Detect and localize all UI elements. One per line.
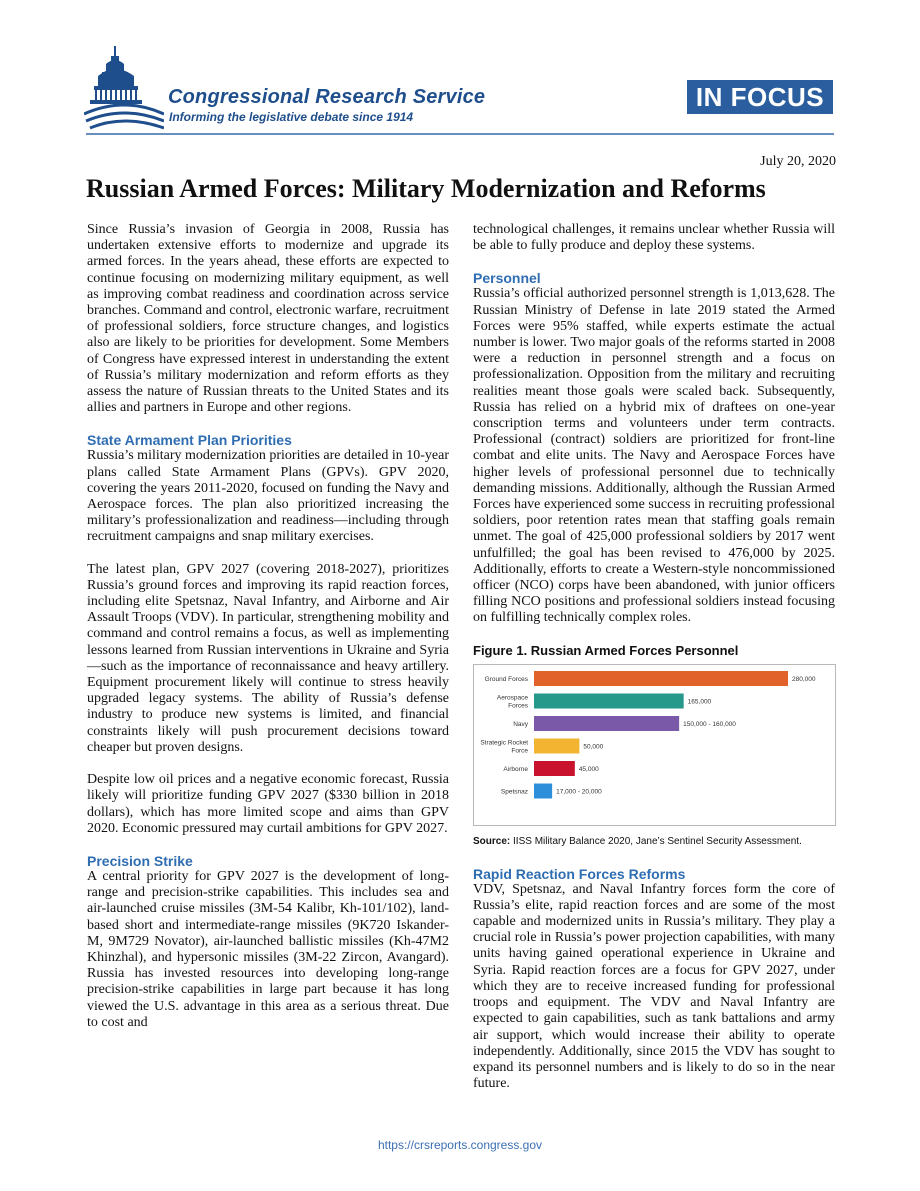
category-label-strategic-rocket-force: Strategic Rocket Force — [480, 739, 528, 755]
section-heading-precision: Precision Strike — [87, 852, 193, 869]
right-column — [473, 222, 835, 1108]
section-heading-personnel: Personnel — [473, 270, 541, 287]
value-label-aerospace-forces: 165,000 — [687, 697, 712, 705]
publication-date: July 20, 2020 — [760, 154, 836, 169]
section-heading-rapid: Rapid Reaction Forces Reforms — [473, 865, 686, 882]
personnel-paragraph: Russia’s official authorized personnel strength is 1,013,628. The Russian Ministry of Defense in late 2019 stated the Armed Forces were 95% staffed, while experts estimate the actual number is lower. Two major goals of the reforms started in 2008 were a reduction in personnel strength and a focus on professionalization. Opposition from the military and recruiting realities meant those goals were scaled back. Subsequently, Russia has relied on a hybrid mix of draftees on one-year conscription terms and volunteers under term contracts. Professional (contract) soldiers are prioritized for front-line combat and elite units. The Navy and Aerospace Forces have higher levels of professional personnel due to technically demanding missions. Additionally, although the Russian Armed Forces have experienced some success in recruiting professional soldiers, poor retention rates mean that staffing goals remain unmet. The goal of 425,000 professional soldiers by 2017 went unfulfilled; the goal has been revised to 476,000 by 2025. Additionally, efforts to create a Western-style noncommissioned officer (NCO) corps have been abandoned, with junior officers filling NCO positions and professional soldiers instead focusing on fulfilling technically complex roles. — [473, 286, 835, 626]
page-title: Russian Armed Forces: Military Modernization and Reforms — [86, 174, 766, 203]
source-text: IISS Military Balance 2020, Jane’s Sentinel Security Assessment. — [513, 835, 802, 847]
section-heading-gpv: State Armament Plan Priorities — [87, 432, 292, 449]
value-label-airborne: 45,000 — [578, 765, 599, 773]
footer-url[interactable]: https://crsreports.congress.gov — [377, 1138, 543, 1152]
source-label: Source: — [473, 835, 511, 847]
category-label-spetsnaz: Spetsnaz — [500, 787, 528, 795]
header-rule — [86, 133, 834, 135]
value-label-spetsnaz: 17,000 - 20,000 — [556, 787, 602, 795]
bar-ground-forces — [534, 671, 788, 686]
bar-navy — [534, 716, 679, 731]
brand-tagline: Informing the legislative debate since 1914 — [169, 110, 414, 124]
bar-aerospace-forces — [534, 693, 684, 708]
value-label-strategic-rocket-force: 50,000 — [583, 742, 604, 750]
value-label-ground-forces: 280,000 — [792, 675, 816, 683]
figure-title: Figure 1. Russian Armed Forces Personnel — [473, 642, 739, 658]
in-focus-badge: IN FOCUS — [687, 80, 833, 114]
rapid-paragraph: VDV, Spetsnaz, and Naval Infantry forces form the core of Russia’s elite, rapid reaction forces and are some of the most capable and modernized units in Russia’s military. They play a crucial role in Russia’s power projection capabilities, with many units having gained operational experience in Ukraine and Syria. Rapid reaction forces are a focus for GPV 2027, under which they are to receive increased funding for professional troops and equipment. The VDV and Naval Infantry are expected to gain capabilities, such as tank battalions and army air support, which would increase their ability to operate independently. Additionally, since 2015 the VDV has sought to expand its personnel numbers and is likely to do so in the near future. — [473, 881, 835, 1092]
crs-logo — [84, 42, 164, 137]
gpv-paragraph-2: The latest plan, GPV 2027 (covering 2018-2027), prioritizes Russia’s ground forces and improving its rapid reaction forces, including elite Spetsnaz, Naval Infantry, and Airborne and Air Assault Troops (VDV). In particular, strengthening mobility and command and control remains a focus, as well as implementing lessons learned from Russian interventions in Ukraine and Syria—such as the importance of reconnaissance and heavy artillery. Equipment procurement likely will continue to stress heavily upgraded legacy systems. The ability of Russia’s defense industry to produce new systems is limited, and financial constraints likely will push procurement decisions toward cheaper but proven designs. — [87, 561, 449, 755]
precision-paragraph-1: A central priority for GPV 2027 is the development of long-range and precision-strike capabilities. This includes sea and air-launched cruise missiles (3M-54 Kalibr, Kh-101/102), land-based short and intermediate-range missiles (9K720 Iskander-M, 9M729 Novator), air-launched ballistic missiles (Kh-47M2 Khinzhal), and hypersonic missiles (3M-22 Zircon, Avangard). Russia has invested resources into developing long-range precision-strike capabilities in large part because it has long viewed the U.S. advantage in this area as a serious threat. Due to cost and — [87, 868, 449, 1030]
gpv-paragraph-3: Despite low oil prices and a negative economic forecast, Russia likely will prioritize funding GPV 2027 ($330 billion in 2018 dollars), which has more limited scope and aims than GPV 2020. Economic pressured may curtail ambitions for GPV 2027. — [87, 772, 449, 836]
category-label-navy: Navy — [513, 720, 528, 728]
bar-spetsnaz — [534, 783, 552, 798]
bar-airborne — [534, 761, 575, 776]
left-column — [87, 222, 449, 1047]
intro-paragraph: Since Russia’s invasion of Georgia in 2008, Russia has undertaken extensive efforts to modernize and upgrade its armed forces. In the years ahead, these efforts are expected to continue focusing on modernizing military equipment, as well as improving combat readiness and coordination across service branches. Command and control, electronic warfare, recruitment of professional soldiers, force structure changes, and logistics also are likely to be priorities for development. Some Members of Congress have expressed interest in understanding the extent of Russia’s military modernization and reform efforts as they assess the nature of Russian threats to the United States and its allies and partners in Europe and other regions. — [87, 222, 449, 416]
category-label-aerospace-forces: Aerospace Forces — [496, 694, 528, 710]
figure-source — [473, 834, 835, 850]
precision-continued: technological challenges, it remains unclear whether Russia will be able to fully produce and deploy these systems. — [473, 222, 835, 254]
gpv-paragraph-1: Russia’s military modernization priorities are detailed in 10-year plans called State Armament Plans (GPVs). GPV 2020, covering the years 2011-2020, focused on funding the Navy and Aerospace forces. The plan also prioritized increasing the military’s professionalization and readiness—including through recruitment campaigns and snap military exercises. — [87, 448, 449, 545]
category-label-airborne: Airborne — [503, 765, 528, 773]
personnel-chart — [473, 664, 836, 826]
bar-strategic-rocket-force — [534, 738, 579, 753]
brand-name: Congressional Research Service — [168, 86, 486, 108]
value-label-navy: 150,000 - 160,000 — [683, 720, 736, 728]
category-label-ground-forces: Ground Forces — [484, 675, 528, 683]
